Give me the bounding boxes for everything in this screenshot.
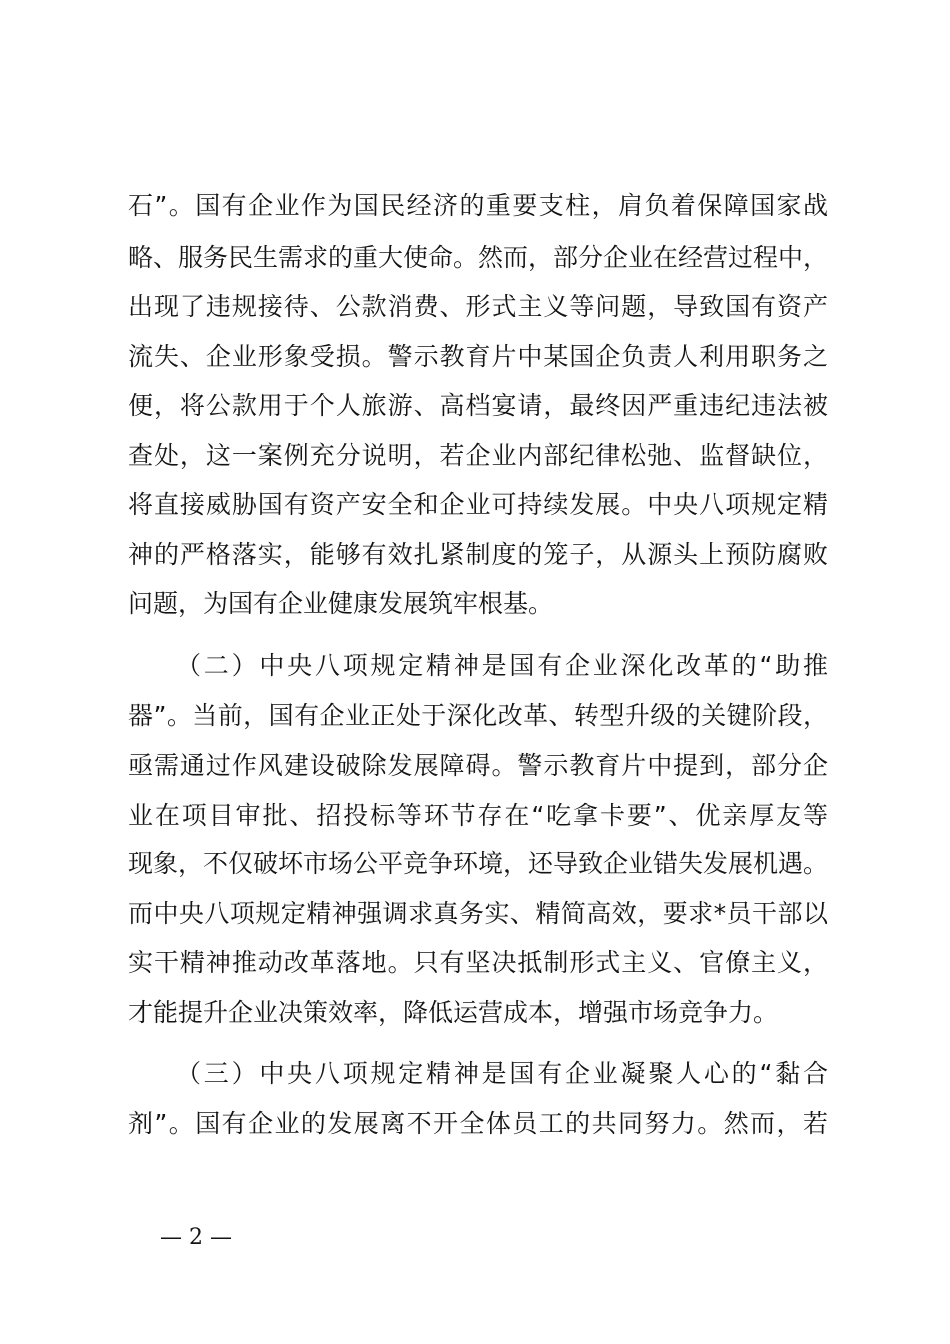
body-text-line: 出现了违规接待、公款消费、形式主义等问题，导致国有资产 <box>128 292 828 321</box>
body-text-line: 剂”。国有企业的发展离不开全体员工的共同努力。然而，若 <box>128 1109 828 1138</box>
body-text-line: 略、服务民生需求的重大使命。然而，部分企业在经营过程中， <box>128 243 829 272</box>
page-number: — 2 — <box>160 1225 232 1250</box>
body-text-line: 亟需通过作风建设破除发展障碍。警示教育片中提到，部分企 <box>128 751 828 780</box>
section-heading-line: （三）中央八项规定精神是国有企业凝聚人心的“黏合 <box>176 1059 828 1088</box>
body-text-line: 现象，不仅破坏市场公平竞争环境，还导致企业错失发展机遇。 <box>128 849 829 878</box>
body-text-line: 实干精神推动改革落地。只有坚决抵制形式主义、官僚主义， <box>128 948 828 977</box>
body-text-line: 将直接威胁国有资产安全和企业可持续发展。中央八项规定精 <box>128 490 828 519</box>
section-heading-line: （二）中央八项规定精神是国有企业深化改革的“助推 <box>176 651 828 680</box>
body-text-line: 问题，为国有企业健康发展筑牢根基。 <box>128 589 554 618</box>
body-text-line: 石”。国有企业作为国民经济的重要支柱，肩负着保障国家战 <box>128 191 828 220</box>
body-text-line: 便，将公款用于个人旅游、高档宴请，最终因严重违纪违法被 <box>128 391 828 420</box>
body-text-line: 器”。当前，国有企业正处于深化改革、转型升级的关键阶段， <box>128 701 828 730</box>
body-text-line: 业在项目审批、招投标等环节存在“吃拿卡要”、优亲厚友等 <box>128 801 828 830</box>
body-text-line: 查处，这一案例充分说明，若企业内部纪律松弛、监督缺位， <box>128 441 828 470</box>
body-text-line: 而中央八项规定精神强调求真务实、精简高效，要求*员干部以 <box>128 899 828 928</box>
body-text-line: 神的严格落实，能够有效扎紧制度的笼子，从源头上预防腐败 <box>128 540 828 569</box>
body-text-line: 才能提升企业决策效率，降低运营成本，增强市场竞争力。 <box>128 998 779 1027</box>
body-text-line: 流失、企业形象受损。警示教育片中某国企负责人利用职务之 <box>128 342 828 371</box>
